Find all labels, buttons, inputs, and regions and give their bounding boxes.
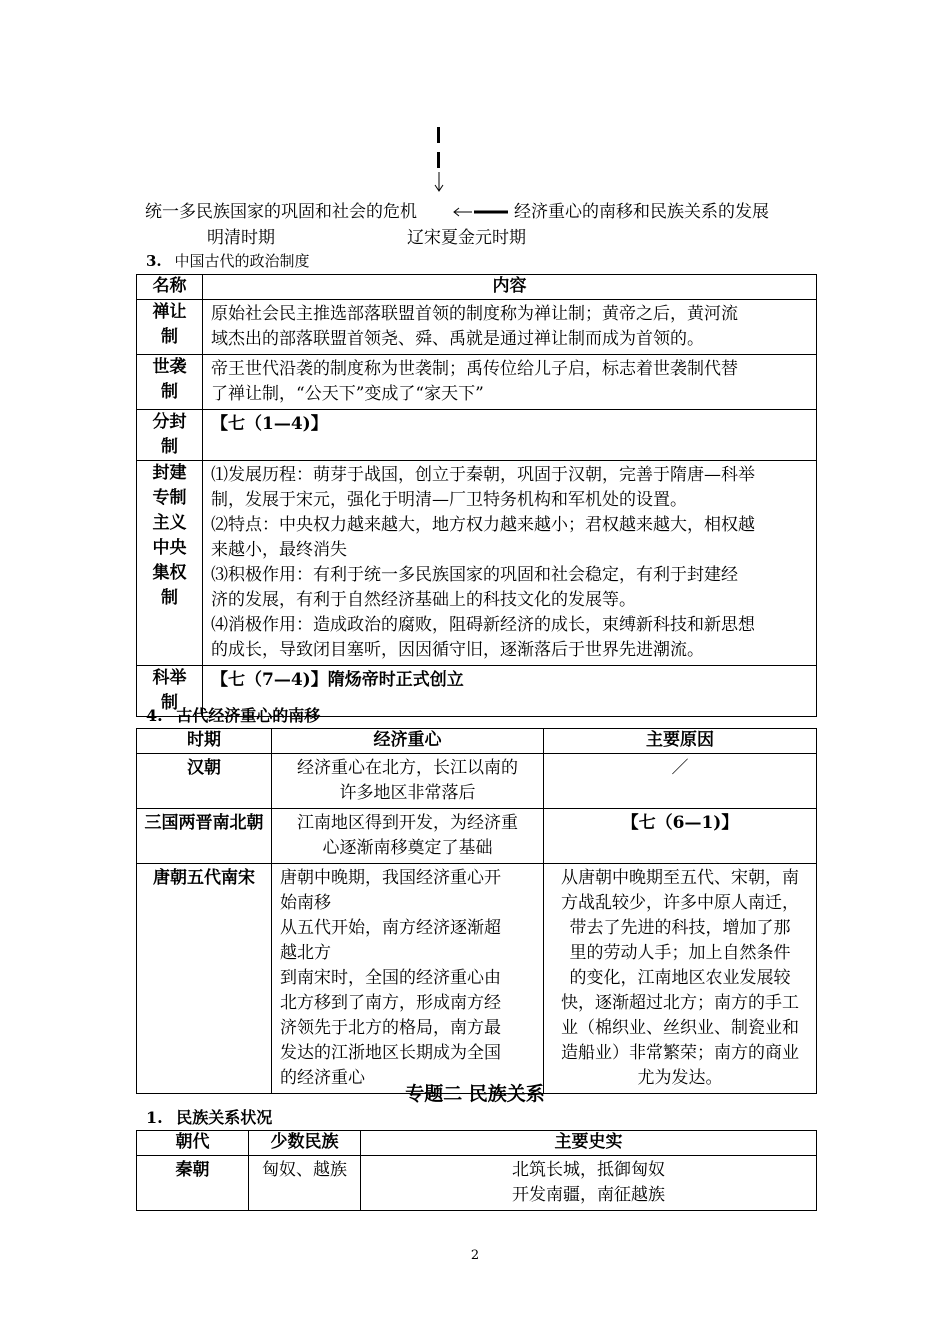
flow-left-text: 统一多民族国家的巩固和社会的危机 xyxy=(145,202,417,222)
table-header-row xyxy=(137,1131,817,1156)
section4-title: 古代经济重心的南移 xyxy=(176,706,321,725)
row-line: 许多地区非常落后 xyxy=(339,783,476,803)
row-line: 发达的江浙地区长期成为全国 xyxy=(280,1043,501,1063)
row-line: 济领先于北方的格局，南方最 xyxy=(280,1018,501,1038)
row-dynasty: 秦朝 xyxy=(137,1156,249,1211)
topic2-title: 专题二 民族关系 xyxy=(405,1083,545,1105)
row-line: 制，发展于宋元，强化于明清—厂卫特务机构和军机处的设置。 xyxy=(211,490,687,510)
row-line: 快，逐渐超过北方；南方的手工 xyxy=(561,993,799,1013)
flow-left-period: 明清时期 xyxy=(207,228,275,248)
flow-down-arrow-icon xyxy=(432,172,446,194)
row-line: 江南地区得到开发，为经济重 xyxy=(297,813,518,833)
flow-left-arrow-icon xyxy=(452,202,510,222)
table-row xyxy=(137,864,817,1094)
row-line: 【七（6—1)】 xyxy=(621,813,739,833)
row-line: 北方移到了南方，形成南方经 xyxy=(280,993,501,1013)
flow-right-text: 经济重心的南移和民族关系的发展 xyxy=(514,202,769,222)
row-line: 心逐渐南移奠定了基础 xyxy=(322,838,493,858)
row-line: 从唐朝中晚期至五代、宋朝，南 xyxy=(561,868,799,888)
table-row xyxy=(137,1156,817,1211)
row-line: 唐朝中晚期，我国经济重心开 xyxy=(280,868,501,888)
row-line: 了禅让制，“公天下”变成了“家天下” xyxy=(211,384,484,404)
section3-title: 中国古代的政治制度 xyxy=(174,252,310,270)
flow-vertical-line-1 xyxy=(437,127,440,143)
row-line: 从五代开始，南方经济逐渐超 xyxy=(280,918,501,938)
flow-vertical-line-2 xyxy=(437,152,440,168)
economic-center-table xyxy=(136,728,817,1094)
row-name: 禅让制 xyxy=(152,302,187,347)
row-line: ⑶积极作用：有利于统一多民族国家的巩固和社会稳定，有利于封建经 xyxy=(211,565,738,585)
ethnic-relations-table xyxy=(136,1130,817,1211)
row-name: 世袭制 xyxy=(152,357,187,402)
flow-right-period: 辽宋夏金元时期 xyxy=(407,228,526,248)
row-line: ⑵特点：中央权力越来越大，地方权力越来越小；君权越来越大，相权越 xyxy=(211,515,755,535)
row-line: 【七（7—4)】隋炀帝时正式创立 xyxy=(211,670,464,690)
row-line: 始南移 xyxy=(280,893,331,913)
table-row xyxy=(137,754,817,809)
header-dynasty: 朝代 xyxy=(137,1131,249,1156)
header-reason: 主要原因 xyxy=(544,729,817,754)
header-minority: 少数民族 xyxy=(249,1131,361,1156)
section3-heading xyxy=(146,251,309,271)
header-name: 名称 xyxy=(137,275,203,300)
row-line: 【七（1—4)】 xyxy=(211,414,328,434)
row-line: 经济重心在北方，长江以南的 xyxy=(297,758,518,778)
row-line: ⑴发展历程：萌芽于战国，创立于秦朝，巩固于汉朝，完善于隋唐—科举 xyxy=(211,465,755,485)
row-line: ／ xyxy=(671,758,689,778)
page-number: 2 xyxy=(470,1248,480,1263)
row-line: 里的劳动人手；加上自然条件 xyxy=(569,943,791,963)
row-period: 三国两晋南北朝 xyxy=(137,809,272,864)
row-line: 业（棉织业、丝织业、制瓷业和 xyxy=(561,1018,799,1038)
row-line: 济的发展，有利于自然经济基础上的科技文化的发展等。 xyxy=(211,590,636,610)
table-row xyxy=(137,809,817,864)
row-line: 原始社会民主推选部落联盟首领的制度称为禅让制；黄帝之后，黄河流 xyxy=(211,304,738,324)
row-line: 帝王世代沿袭的制度称为世袭制；禹传位给儿子启，标志着世袭制代替 xyxy=(211,359,738,379)
row-minority: 匈奴、越族 xyxy=(249,1156,361,1211)
row-period: 唐朝五代南宋 xyxy=(137,864,272,1094)
table-row xyxy=(137,355,817,410)
topic2-sub-number: 1. xyxy=(146,1108,163,1127)
row-line: 到南宋时，全国的经济重心由 xyxy=(280,968,501,988)
row-name: 封建专制主义中央集权制 xyxy=(152,463,187,608)
table-row xyxy=(137,300,817,355)
section3-number: 3. xyxy=(146,252,162,270)
header-center: 经济重心 xyxy=(272,729,544,754)
row-line: 尤为发达。 xyxy=(637,1068,723,1088)
section4-number: 4. xyxy=(146,706,163,725)
topic2-sub-title: 民族关系状况 xyxy=(176,1108,273,1127)
topic2-subheading xyxy=(146,1107,272,1129)
row-line: 越北方 xyxy=(280,943,331,963)
row-line: 域杰出的部落联盟首领尧、舜、禹就是通过禅让制而成为首领的。 xyxy=(211,329,704,349)
row-line: 方战乱较少，许多中原人南迁， xyxy=(561,893,799,913)
row-line: 造船业）非常繁荣；南方的商业 xyxy=(561,1043,799,1063)
row-line: 来越小，最终消失 xyxy=(211,540,347,560)
table-row xyxy=(137,410,817,461)
table-header-row xyxy=(137,275,817,300)
row-name: 科举制 xyxy=(152,668,187,713)
header-facts: 主要史实 xyxy=(361,1131,817,1156)
row-line: 的经济重心 xyxy=(280,1068,365,1088)
header-content: 内容 xyxy=(203,275,817,300)
row-line: 带去了先进的科技，增加了那 xyxy=(569,918,791,938)
row-line: 北筑长城，抵御匈奴 xyxy=(512,1160,665,1180)
row-line: 的变化，江南地区农业发展较 xyxy=(569,968,791,988)
political-system-table xyxy=(136,274,817,717)
header-period: 时期 xyxy=(137,729,272,754)
row-period: 汉朝 xyxy=(137,754,272,809)
table-row xyxy=(137,461,817,666)
row-line: 开发南疆，南征越族 xyxy=(512,1185,665,1205)
row-line: 的成长，导致闭目塞听，因因循守旧，逐渐落后于世界先进潮流。 xyxy=(211,640,704,660)
section4-heading xyxy=(146,705,320,727)
table-header-row xyxy=(137,729,817,754)
row-name: 分封制 xyxy=(152,412,187,457)
row-line: ⑷消极作用：造成政治的腐败，阻碍新经济的成长，束缚新科技和新思想 xyxy=(211,615,755,635)
